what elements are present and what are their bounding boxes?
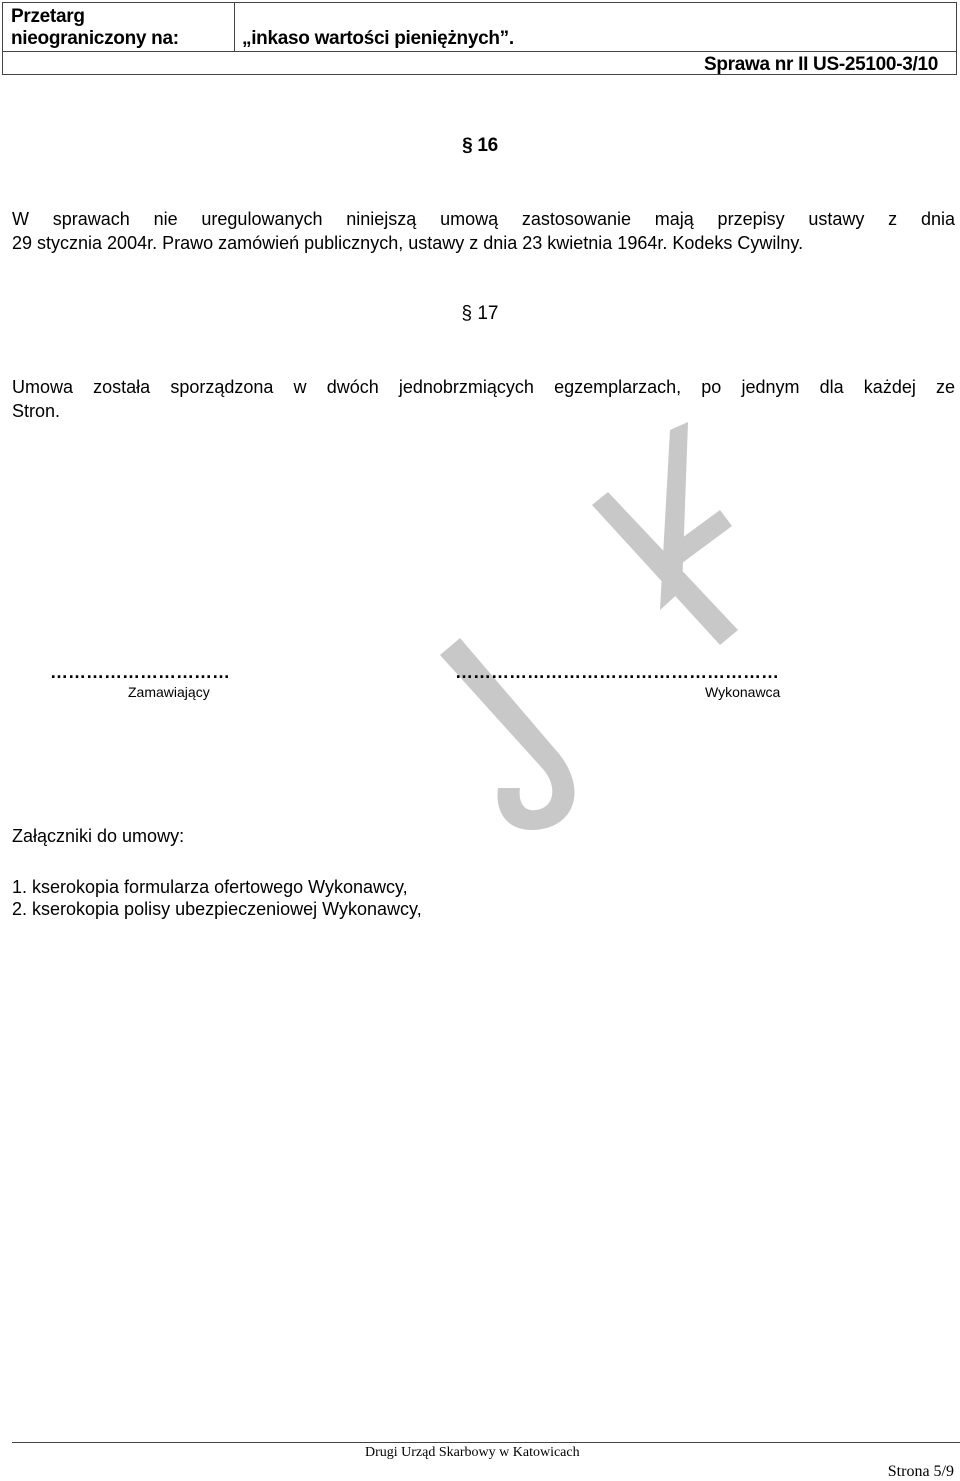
section-heading-17: § 17 bbox=[461, 303, 499, 324]
header-label-line1: Przetarg bbox=[11, 6, 85, 27]
section-16-line2: 29 stycznia 2004r. Prawo zamówień publicznych, ustawy z dnia 23 kwietnia 1964r. Kodeks Cywilny. bbox=[12, 233, 804, 253]
page-number: Strona 5/9 bbox=[887, 1463, 954, 1480]
section-heading-16: § 16 bbox=[462, 135, 498, 156]
header-label-line2: nieograniczony na: bbox=[11, 28, 179, 49]
signature-label-zamawiajacy: Zamawiający bbox=[128, 684, 210, 700]
section-17-line1: Umowa została sporządzona w dwóch jednobrzmiących egzemplarzach, po jednym dla każdej ze bbox=[12, 377, 955, 397]
signature-label-wykonawca: Wykonawca bbox=[705, 684, 781, 700]
section-16-line1: W sprawach nie uregulowanych niniejszą umową zastosowanie mają przepisy ustawy z dnia bbox=[12, 209, 955, 229]
attachment-item: 1. kserokopia formularza ofertowego Wykonawcy, bbox=[12, 877, 408, 897]
section-17-line2: Stron. bbox=[12, 401, 61, 421]
signature-line-right: ……………………………………………… bbox=[455, 662, 779, 682]
attachments-title: Załączniki do umowy: bbox=[12, 826, 185, 846]
attachment-item: 2. kserokopia polisy ubezpieczeniowej Wykonawcy, bbox=[12, 899, 422, 919]
case-number: Sprawa nr II US-25100-3/10 bbox=[703, 54, 938, 75]
header-subject: „inkaso wartości pieniężnych”. bbox=[242, 28, 514, 49]
watermark bbox=[420, 410, 750, 850]
footer-institution: Drugi Urząd Skarbowy w Katowicach bbox=[365, 1445, 580, 1460]
document-header bbox=[2, 2, 957, 75]
footer-divider bbox=[12, 1442, 960, 1443]
signature-line-left: ………………………… bbox=[50, 662, 230, 682]
